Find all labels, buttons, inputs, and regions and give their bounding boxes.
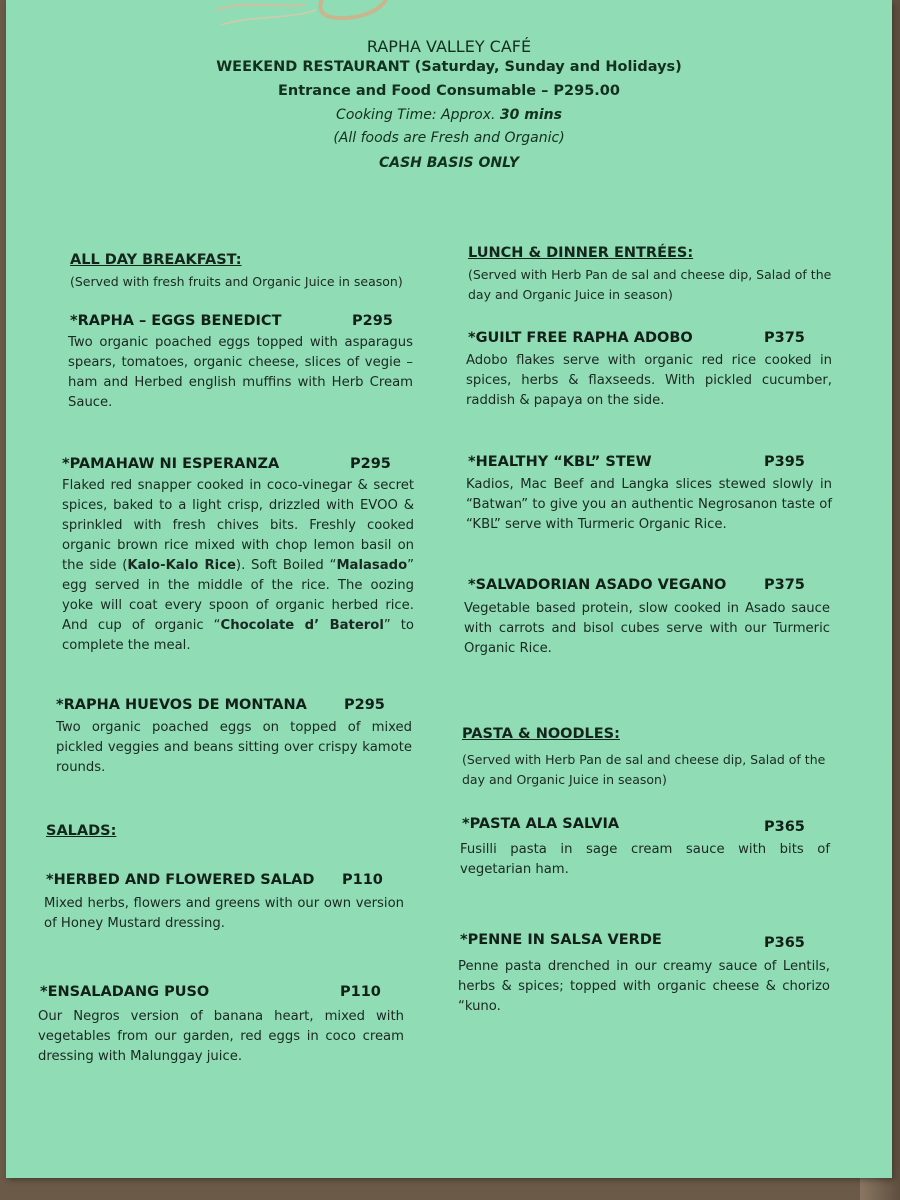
item-price: P110 xyxy=(342,872,383,888)
item-name: *PASTA ALA SALVIA xyxy=(462,816,620,832)
item-name: *ENSALADANG PUSO xyxy=(40,984,210,1000)
header-entrance-fee: Entrance and Food Consumable – P295.00 xyxy=(278,83,620,99)
item-price: P365 xyxy=(764,935,805,951)
item-price: P295 xyxy=(352,313,393,329)
menu-card xyxy=(6,0,892,1178)
section-pasta-note: (Served with Herb Pan de sal and cheese dip, Salad of the day and Organic Juice in season) xyxy=(462,752,826,787)
item-name: *GUILT FREE RAPHA ADOBO xyxy=(468,330,693,346)
header-schedule: WEEKEND RESTAURANT (Saturday, Sunday and Holidays) xyxy=(216,59,682,75)
section-breakfast-note: (Served with fresh fruits and Organic Juice in season) xyxy=(70,274,403,289)
item-name: *RAPHA – EGGS BENEDICT xyxy=(70,313,282,329)
item-price: P365 xyxy=(764,819,805,835)
section-pasta-heading: PASTA & NOODLES: xyxy=(462,726,620,742)
header-cash-only: CASH BASIS ONLY xyxy=(378,155,520,171)
section-salads-heading: SALADS: xyxy=(46,823,117,839)
item-description: Kadios, Mac Beef and Langka slices stewed slowly in “Batwan” to give you an authentic Negrosanon taste of “KBL” serve with Turmeric Organic Rice. xyxy=(466,477,832,532)
item-name: *HERBED AND FLOWERED SALAD xyxy=(46,872,315,888)
item-price: P395 xyxy=(764,454,805,470)
item-name: *SALVADORIAN ASADO VEGANO xyxy=(468,577,727,593)
section-entrees-note: (Served with Herb Pan de sal and cheese dip, Salad of the day and Organic Juice in season) xyxy=(468,267,832,302)
header-cooking-time xyxy=(6,107,892,123)
item-description: Adobo flakes serve with organic red rice cooked in spices, herbs & flaxseeds. With pickled cucumber, raddish & papaya on the side. xyxy=(466,353,832,408)
item-price: P110 xyxy=(340,984,381,1000)
section-entrees-heading: LUNCH & DINNER ENTRÉES: xyxy=(468,245,694,261)
item-price: P295 xyxy=(344,697,385,713)
cooking-time-label: Cooking Time: Approx. xyxy=(336,107,500,123)
restaurant-title: RAPHA VALLEY CAFÉ xyxy=(366,37,532,56)
item-description: Our Negros version of banana heart, mixed with vegetables from our garden, red eggs in coco cream dressing with Malunggay juice. xyxy=(38,1009,404,1064)
item-description: Vegetable based protein, slow cooked in Asado sauce with carrots and bisol cubes serve with our Turmeric Organic Rice. xyxy=(464,601,830,656)
item-description: Flaked red snapper cooked in coco-vinegar & secret spices, baked to a light crisp, drizzled with EVOO & sprinkled with fresh chives bits. Freshly cooked organic brown rice mixed with chop lemon basil on the side (Kalo-Kalo Rice). Soft Boiled “Malasado” egg served in the middle of the rice. The oozing yoke will coat every spoon of organic herbed rice. And cup of organic “Chocolate d’ Baterol” to complete the meal. xyxy=(62,478,414,653)
cooking-time-value: 30 mins xyxy=(499,107,562,123)
item-description: Penne pasta drenched in our creamy sauce of Lentils, herbs & spices; topped with organic cheese & chorizo “kuno. xyxy=(458,959,830,1014)
item-price: P375 xyxy=(764,577,805,593)
item-price: P295 xyxy=(350,456,391,472)
item-description: Two organic poached eggs topped with asparagus spears, tomatoes, organic cheese, slices of vegie – ham and Herbed english muffins with Herb Cream Sauce. xyxy=(68,335,413,410)
item-price: P375 xyxy=(764,330,805,346)
item-description: Two organic poached eggs on topped of mixed pickled veggies and beans sitting over crispy kamote rounds. xyxy=(56,720,412,775)
section-breakfast-heading: ALL DAY BREAKFAST: xyxy=(70,252,242,268)
item-description: Fusilli pasta in sage cream sauce with bits of vegetarian ham. xyxy=(460,842,830,877)
header-organic-note: (All foods are Fresh and Organic) xyxy=(333,130,565,146)
item-description: Mixed herbs, flowers and greens with our own version of Honey Mustard dressing. xyxy=(44,896,404,931)
item-name: *PENNE IN SALSA VERDE xyxy=(460,932,662,948)
item-name: *PAMAHAW NI ESPERANZA xyxy=(62,456,280,472)
item-name: *HEALTHY “KBL” STEW xyxy=(468,454,652,470)
item-name: *RAPHA HUEVOS DE MONTANA xyxy=(56,697,307,713)
